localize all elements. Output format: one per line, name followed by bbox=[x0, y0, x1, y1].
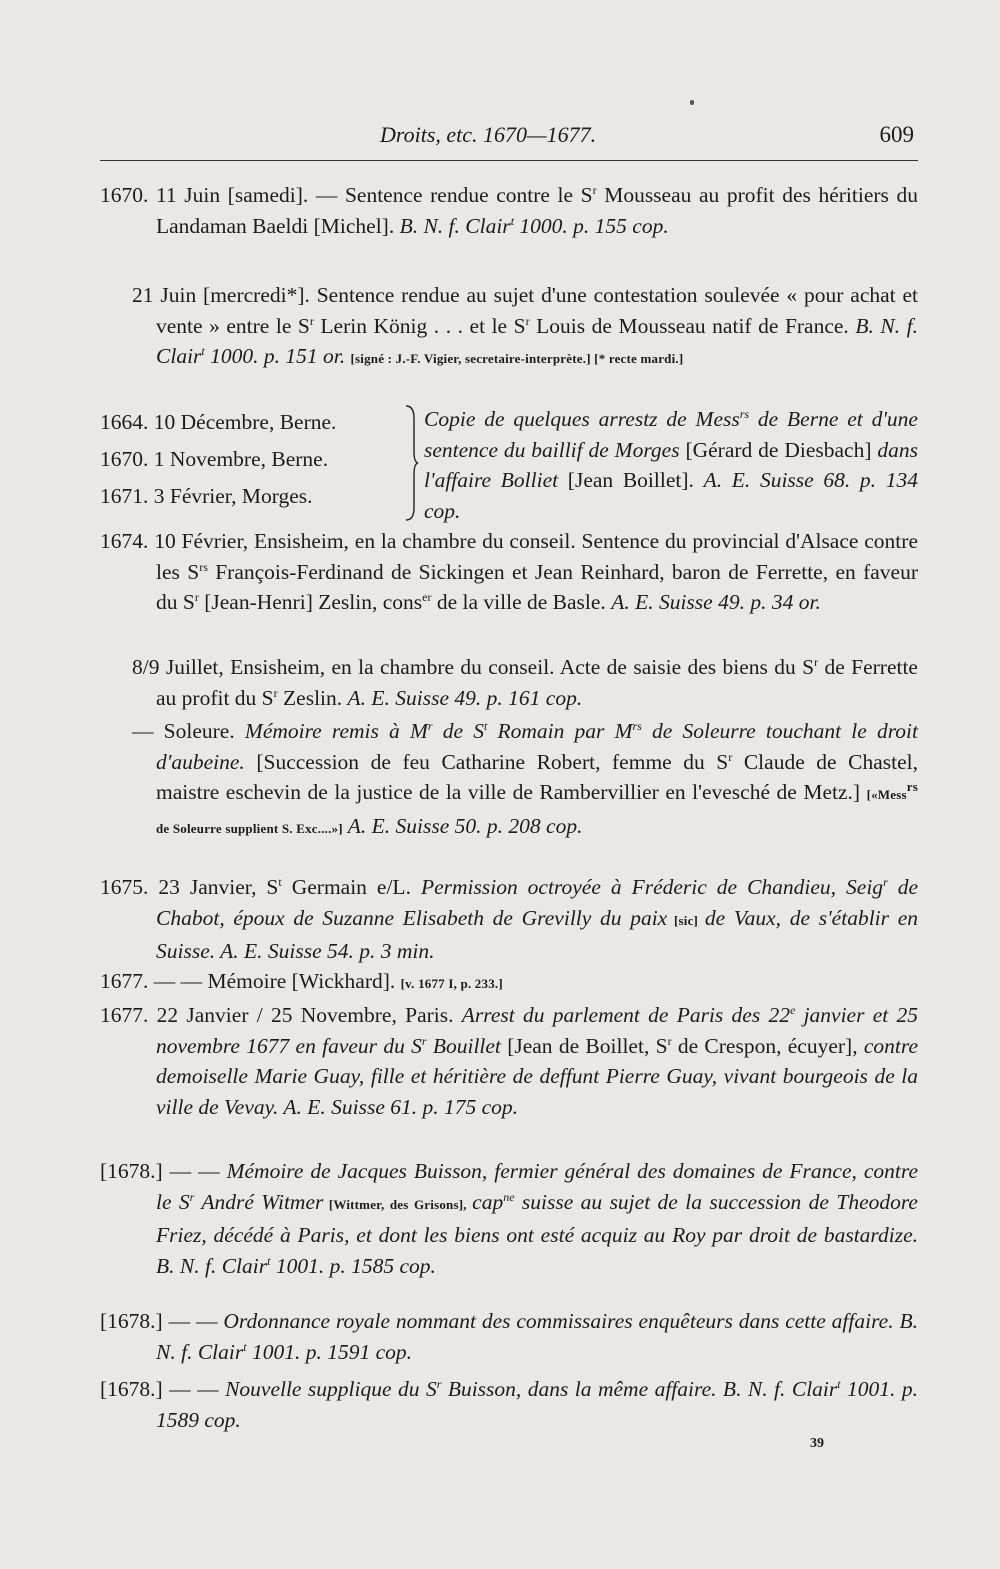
superscript: r bbox=[309, 313, 314, 328]
entry-text bbox=[100, 526, 919, 618]
entry-1678-supplique bbox=[100, 1374, 918, 1435]
superscript: r bbox=[814, 654, 819, 669]
entry-text bbox=[132, 280, 918, 375]
source-reference: A. E. Suisse 49. p. 161 cop. bbox=[347, 685, 583, 710]
document-title: Arrest du parlement de Paris des 22 bbox=[461, 1003, 790, 1027]
entry-body: 1675. 23 Janvier, S bbox=[100, 875, 279, 899]
superscript: r bbox=[436, 1376, 442, 1391]
entry-body: [Jean de Boillet, S bbox=[500, 1033, 668, 1058]
entry-text bbox=[132, 652, 918, 713]
superscript: er bbox=[422, 589, 432, 604]
document-title: de Vaux, de s'établir en Suisse. A. E. Suisse 54. p. 3 min. bbox=[156, 905, 919, 963]
editorial-note: [Wittmer, des Grisons], bbox=[323, 1196, 473, 1212]
entry-body: Mousseau au profit des héritiers du Landaman Baeldi [Michel]. bbox=[156, 183, 918, 238]
entry-body: Germain e/L. bbox=[281, 875, 421, 899]
entry-body: 1674. 10 Février, Ensisheim, en la chambre du conseil. Sentence du provincial d'Alsace contre les S bbox=[100, 529, 918, 584]
document-title: André Witmer bbox=[194, 1189, 324, 1214]
superscript: rs bbox=[199, 559, 208, 574]
superscript: t bbox=[510, 213, 515, 228]
entry-soleure bbox=[100, 716, 918, 844]
entry-body: François-Ferdinand de Sickingen et Jean Reinhard, baron de Ferrette, en faveur du S bbox=[156, 559, 919, 614]
superscript: t bbox=[267, 1253, 271, 1268]
superscript: r bbox=[273, 685, 278, 700]
group-text bbox=[424, 404, 918, 526]
superscript: t bbox=[837, 1376, 841, 1391]
entry-body: Claude de Chastel, maistre eschevin de la justice de la ville de Rambervillier en l'evesché de Metz.] bbox=[156, 749, 918, 804]
document-title: Permission octroyée à Fréderic de Chandieu, Seig bbox=[420, 875, 884, 899]
superscript: r bbox=[421, 1033, 427, 1048]
document-title: 1001. p. 1591 cop. bbox=[246, 1339, 412, 1364]
document-title: Buisson, dans la même affaire. B. N. f. Clair bbox=[441, 1377, 838, 1401]
entry-1675-janvier-23 bbox=[100, 872, 918, 967]
group-date: 1671. 3 Février, Morges. bbox=[100, 484, 313, 508]
superscript: r bbox=[525, 313, 530, 328]
entry-body: de la ville de Basle. bbox=[431, 590, 612, 614]
superscript: t bbox=[201, 343, 205, 358]
document-title: Bouillet bbox=[426, 1033, 501, 1058]
document-title: Romain par M bbox=[487, 719, 633, 743]
document-title: 1001. p. 1589 cop. bbox=[156, 1377, 919, 1432]
source-reference: B. N. f. Clair bbox=[399, 213, 511, 238]
entry-1678-ordonnance bbox=[100, 1306, 918, 1367]
entry-body: de Ferrette au profit du S bbox=[156, 655, 918, 710]
entry-date-text: 1670. 11 Juin [samedi]. — Sentence rendue contre le S bbox=[100, 183, 593, 207]
document-title: Nouvelle supplique du S bbox=[225, 1377, 437, 1401]
entry-text bbox=[100, 872, 919, 967]
brace-icon bbox=[402, 404, 420, 522]
superscript: r bbox=[728, 749, 733, 764]
editorial-note: [sic] bbox=[667, 912, 705, 928]
document-title: suisse au sujet de la succession de Theodore Friez, décédé à Paris, et dont les biens ont esté acquiz au Roy par droit de bastardize. B. N. f. Clair bbox=[156, 1189, 918, 1278]
entry-body: [1678.] — — bbox=[100, 1159, 227, 1183]
document-title: de Soleurre touchant le droit d'aubeine. bbox=[156, 719, 919, 774]
page-number: 609 bbox=[879, 122, 914, 147]
entry-1670-juin-21 bbox=[100, 280, 918, 375]
entry-body: 1677. — — Mémoire [Wickhard]. bbox=[100, 969, 401, 993]
running-title: Droits, etc. 1670—1677. bbox=[380, 122, 597, 147]
entry-body: 1677. 22 Janvier / 25 Novembre, Paris. bbox=[100, 1003, 462, 1027]
document-title: Mémoire de Jacques Buisson, fermier général des domaines de France, contre le S bbox=[156, 1159, 918, 1214]
superscript: t bbox=[483, 718, 488, 733]
entry-1674-juillet-8-9 bbox=[100, 652, 918, 713]
source-reference: A. E. Suisse 49. p. 34 or. bbox=[611, 590, 821, 614]
superscript: r bbox=[883, 874, 888, 889]
entry-text bbox=[100, 1374, 919, 1435]
entry-body: — Soleure. bbox=[132, 719, 245, 743]
document-title: Mémoire remis à M bbox=[244, 719, 428, 743]
superscript: t bbox=[243, 1339, 247, 1354]
superscript: rs bbox=[739, 406, 750, 421]
document-title: contre demoiselle Marie Guay, fille et héritière de deffunt Pierre Guay, vivant bourgeois de la ville de Vevay. A. E. Suisse 61. p. 175 cop. bbox=[156, 1033, 918, 1119]
entry-body: de Berne et d'une sentence du baillif de Morges bbox=[424, 407, 918, 462]
superscript: r bbox=[667, 1033, 672, 1048]
entry-body: Louis de Mousseau natif de France. bbox=[529, 313, 856, 338]
entry-text bbox=[100, 1156, 918, 1281]
grouped-entries-1664-1671 bbox=[100, 404, 918, 524]
entry-body: Copie de quelques arrestz de Mess bbox=[424, 407, 740, 431]
entry-1677-arrest bbox=[100, 1000, 918, 1122]
superscript: rs bbox=[906, 778, 918, 794]
group-date: 1664. 10 Décembre, Berne. bbox=[100, 410, 337, 434]
editorial-note: [signé : J.-F. Vigier, secretaire-interprète.] [* recte mardi.] bbox=[350, 351, 684, 366]
entry-text bbox=[132, 716, 919, 844]
entry-1678-memoire-buisson bbox=[100, 1156, 918, 1281]
document-title: janvier et 25 novembre 1677 en faveur du S bbox=[156, 1003, 919, 1058]
superscript: r bbox=[592, 182, 597, 197]
source-reference: A. E. Suisse 68. p. 134 cop. bbox=[424, 468, 918, 523]
entry-body: 8/9 Juillet, Ensisheim, en la chambre du conseil. Acte de saisie des biens du S bbox=[132, 655, 815, 679]
entry-1677-memoire bbox=[100, 966, 918, 1000]
document-title: cap bbox=[472, 1189, 504, 1214]
entry-body: [Succession de feu Catharine Robert, femme du S bbox=[244, 749, 729, 774]
superscript: r bbox=[189, 1189, 195, 1204]
signature-mark: 39 bbox=[810, 1436, 824, 1451]
entry-body: [1678.] — — bbox=[100, 1309, 224, 1333]
entry-text bbox=[100, 1306, 918, 1367]
entry-body: 21 Juin [mercredi*]. Sentence rendue au sujet d'une contestation soulevée « pour achat et vente » entre le S bbox=[132, 283, 918, 338]
entry-body: dans l'affaire Bolliet bbox=[424, 437, 918, 492]
grouped-dates bbox=[100, 404, 400, 515]
entry-text bbox=[100, 180, 918, 241]
group-date: 1670. 1 Novembre, Berne. bbox=[100, 447, 329, 471]
source-reference: 1000. p. 155 cop. bbox=[514, 213, 669, 238]
entry-body: Zeslin. bbox=[277, 685, 348, 710]
entry-1674-fevrier-10 bbox=[100, 526, 918, 618]
entry-body: [Jean Boillet]. bbox=[558, 468, 704, 492]
document-title: de Chabot, époux de Suzanne Elisabeth de Grevilly du paix bbox=[156, 875, 919, 930]
superscript: e bbox=[789, 1002, 796, 1017]
superscript: t bbox=[278, 874, 282, 889]
superscript: r bbox=[194, 589, 199, 604]
running-header bbox=[100, 118, 918, 158]
source-reference: 1000. p. 151 or. bbox=[204, 344, 346, 368]
entry-body: [Gérard de Diesbach] bbox=[679, 437, 878, 462]
editorial-note: [«Mess bbox=[866, 787, 907, 802]
superscript: r bbox=[427, 718, 433, 733]
header-rule bbox=[100, 160, 918, 161]
entry-1670-juin-11 bbox=[100, 180, 918, 241]
document-title: de S bbox=[432, 719, 484, 743]
entry-text bbox=[100, 966, 918, 1000]
entry-body: Lerin König . . . et le S bbox=[313, 313, 526, 338]
entry-text bbox=[100, 1000, 919, 1122]
ink-speck bbox=[690, 100, 694, 105]
superscript: rs bbox=[632, 718, 642, 733]
document-title: 1001. p. 1585 cop. bbox=[270, 1253, 436, 1278]
document-title: Ordonnance royale nommant des commissaires enquêteurs dans cette affaire. B. N. f. Clair bbox=[156, 1309, 918, 1364]
editorial-note: de Soleurre supplient S. Exc....»] bbox=[156, 820, 343, 836]
editorial-note: [v. 1677 I, p. 233.] bbox=[400, 976, 503, 991]
source-reference: B. N. f. Clair bbox=[156, 313, 918, 368]
entry-body: [Jean-Henri] Zeslin, cons bbox=[198, 590, 423, 614]
superscript: ne bbox=[503, 1189, 515, 1204]
entry-body: [1678.] — — bbox=[100, 1377, 226, 1401]
entry-body: de Crespon, écuyer], bbox=[671, 1033, 864, 1058]
source-reference: A. E. Suisse 50. p. 208 cop. bbox=[342, 813, 583, 838]
